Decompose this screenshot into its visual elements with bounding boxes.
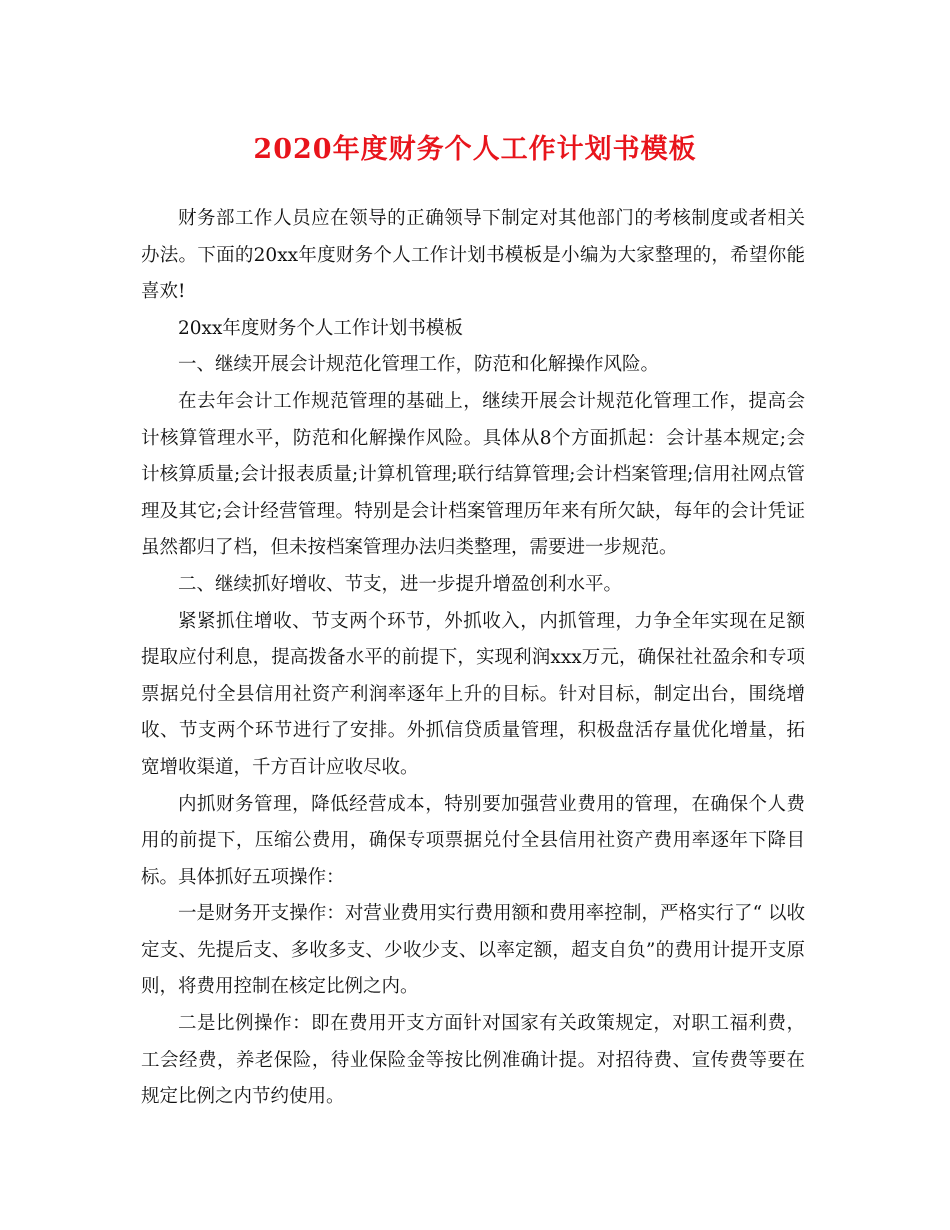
paragraph: 20xx年度财务个人工作计划书模板	[178, 317, 463, 339]
document-body	[141, 201, 805, 1116]
paragraph: 二、继续抓好增收、节支，进一步提升增盈创利水平。	[178, 573, 623, 595]
paragraph: 在去年会计工作规范管理的基础上，继续开展会计规范化管理工作，提高会计核算管理水平，防范和化解操作风险。具体从8个方面抓起：会计基本规定;会计核算质量;会计报表质量;计算机管理;联行结算管理;会计档案管理;信用社网点管理及其它;会计经营管理。特别是会计档案管理历年来有所欠缺，每年的会计凭证虽然都归了档，但未按档案管理办法归类整理，需要进一步规范。	[141, 390, 805, 559]
paragraph: 紧紧抓住增收、节支两个环节，外抓收入，内抓管理，力争全年实现在足额提取应付利息，提高拨备水平的前提下，实现利润xxx万元，确保社社盈余和专项票据兑付全县信用社资产利润率逐年上升的目标。针对目标，制定出台，围绕增收、节支两个环节进行了安排。外抓信贷质量管理，积极盘活存量优化增量，拓宽增收渠道，千方百计应收尽收。	[141, 610, 805, 778]
paragraph: 一、继续开展会计规范化管理工作，防范和化解操作风险。	[178, 354, 660, 376]
paragraph: 内抓财务管理，降低经营成本，特别要加强营业费用的管理，在确保个人费用的前提下，压缩公费用，确保专项票据兑付全县信用社资产费用率逐年下降目标。具体抓好五项操作：	[141, 793, 805, 888]
paragraph: 财务部工作人员应在领导的正确领导下制定对其他部门的考核制度或者相关办法。下面的20xx年度财务个人工作计划书模板是小编为大家整理的，希望你能喜欢!	[141, 208, 805, 303]
document-title: 2020年度财务个人工作计划书模板	[253, 134, 697, 165]
paragraph: 一是财务开支操作：对营业费用实行费用额和费用率控制，严格实行了“ 以收定支、先提后支、多收多支、少收少支、以率定额，超支自负”的费用计提开支原则，将费用控制在核定比例之内。	[141, 903, 805, 998]
paragraph: 二是比例操作：即在费用开支方面针对国家有关政策规定，对职工福利费，工会经费，养老保险，待业保险金等按比例准确计提。对招待费、宣传费等要在规定比例之内节约使用。	[141, 1013, 805, 1108]
